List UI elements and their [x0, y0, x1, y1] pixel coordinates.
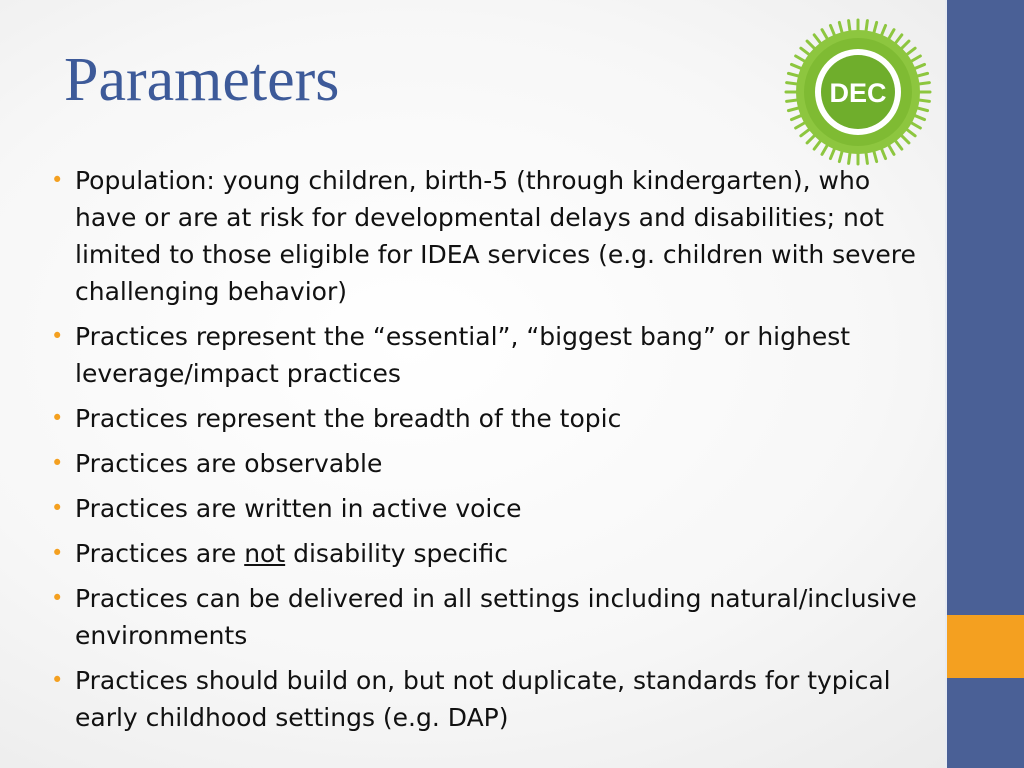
bullet-item-active-voice [50, 490, 920, 527]
bullet-text: Population: young children, birth-5 (through kindergarten), who have or are at risk for developmental delays and disabilities; not limited to those eligible for IDEA services (e.g. children with severe challenging behavior) [75, 166, 916, 306]
bullet-item-build-on-standards [50, 662, 920, 736]
bullet-text: Practices can be delivered in all settings including natural/inclusive environments [75, 584, 917, 650]
bullet-item-essential [50, 318, 920, 392]
bullet-dot: • [51, 541, 64, 565]
side-accent-block [947, 615, 1024, 678]
logo-text: DEC [829, 78, 887, 108]
bullet-text-after: disability specific [285, 539, 508, 568]
bullet-text: Practices represent the breadth of the topic [75, 404, 622, 433]
bullet-item-not-disability-specific [50, 535, 920, 572]
bullet-item-population [50, 162, 920, 310]
bullet-list [50, 162, 920, 744]
dec-logo [784, 18, 932, 166]
bullet-item-observable [50, 445, 920, 482]
bullet-dot: • [51, 324, 64, 348]
bullet-dot: • [51, 586, 64, 610]
bullet-text: Practices are written in active voice [75, 494, 522, 523]
bullet-text: Practices are observable [75, 449, 383, 478]
bullet-text: Practices represent the “essential”, “biggest bang” or highest leverage/impact practices [75, 322, 851, 388]
bullet-dot: • [51, 168, 64, 192]
bullet-text: Practices should build on, but not duplicate, standards for typical early childhood settings (e.g. DAP) [75, 666, 891, 732]
bullet-item-all-settings [50, 580, 920, 654]
bullet-dot: • [51, 668, 64, 692]
bullet-dot: • [51, 406, 64, 430]
bullet-text-before: Practices are [75, 539, 245, 568]
bullet-item-breadth [50, 400, 920, 437]
bullet-dot: • [51, 451, 64, 475]
slide-title: Parameters [64, 46, 340, 114]
bullet-dot: • [51, 496, 64, 520]
bullet-text-emphasis: not [244, 539, 286, 568]
